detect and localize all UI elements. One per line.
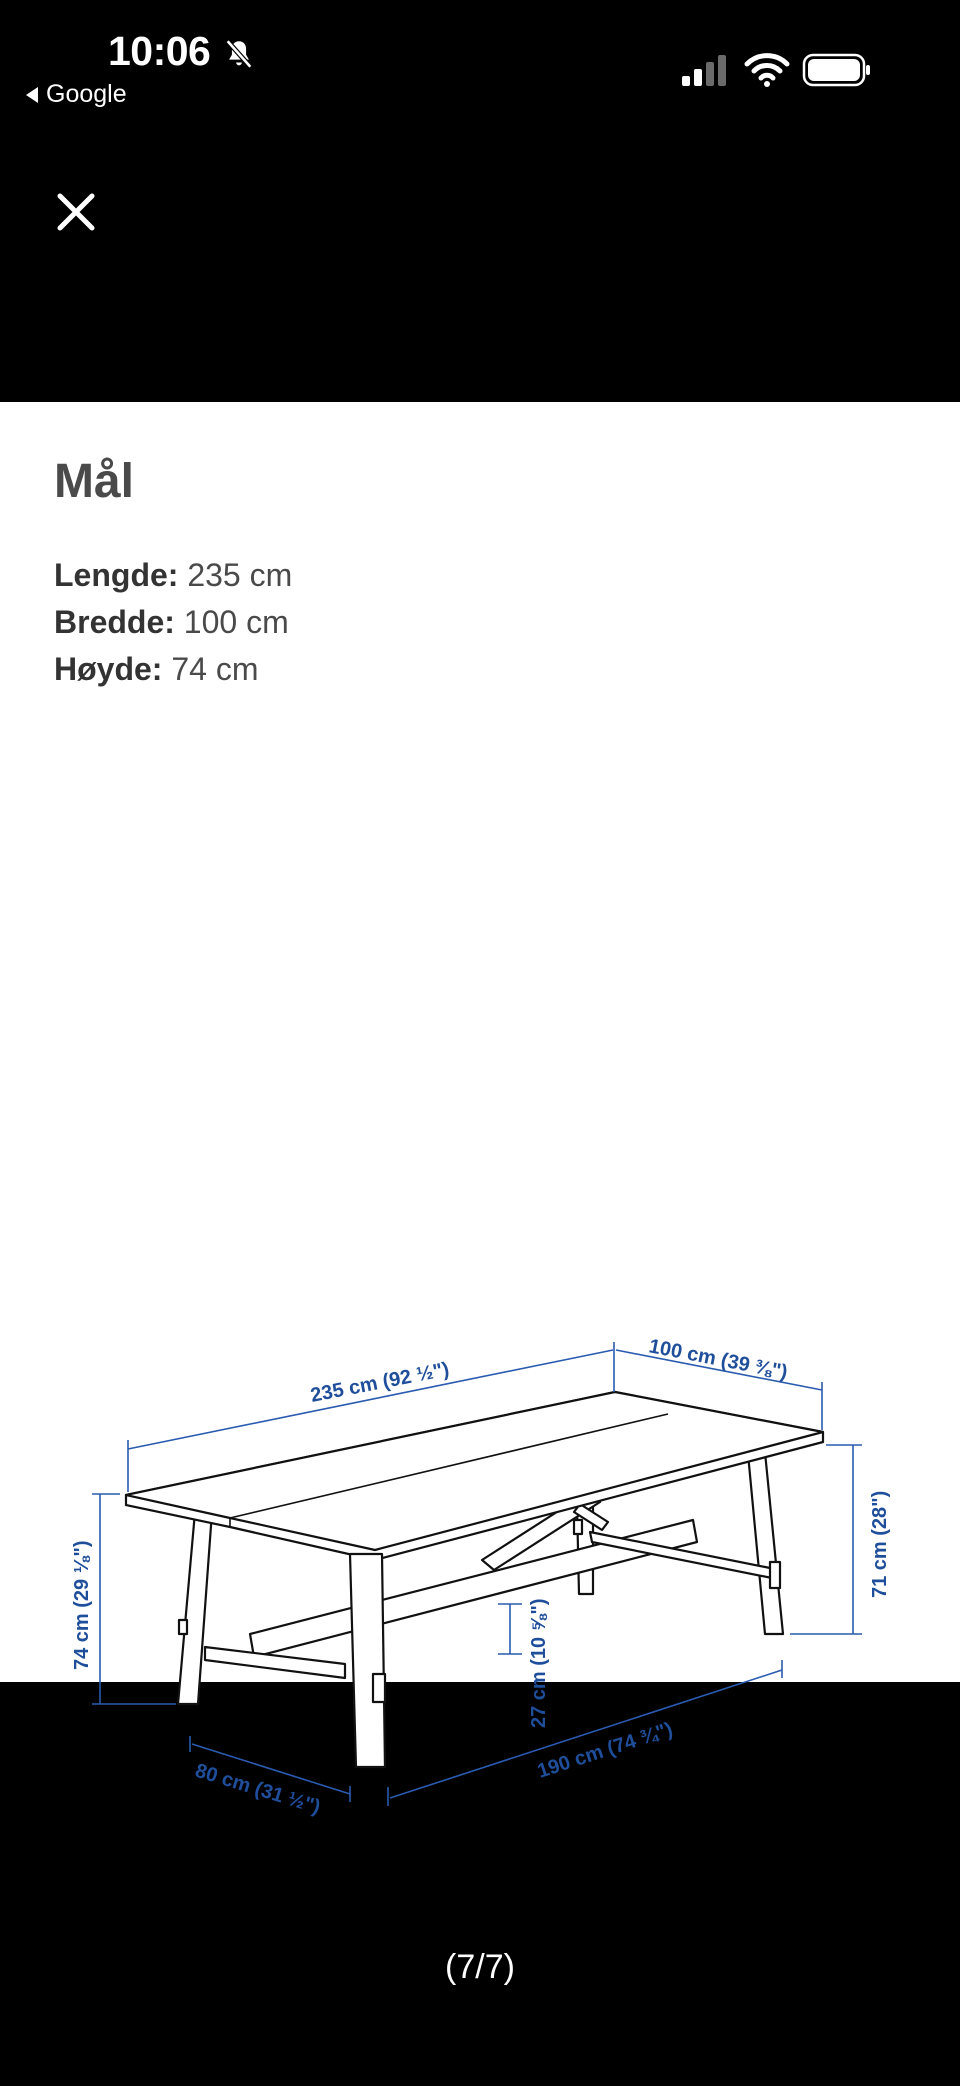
dim-clearance-label: 71 cm (28") [869, 1490, 891, 1598]
spec-label: Bredde: [54, 604, 175, 640]
dim-stretcher-height-label: 27 cm (10 ⅝") [528, 1598, 550, 1728]
spec-list [54, 552, 292, 693]
spec-value: 74 cm [171, 651, 259, 687]
dim-leg-span-label: 190 cm (74 ¾") [534, 1718, 676, 1783]
spec-label: Høyde: [54, 651, 163, 687]
dim-height-label: 74 cm (29 ⅛") [71, 1540, 93, 1670]
dim-length-label: 235 cm (92 ½") [308, 1358, 452, 1407]
back-to-google-link[interactable] [26, 80, 127, 109]
status-bar [0, 0, 960, 110]
spec-row-height [54, 646, 292, 693]
back-app-label: Google [46, 80, 127, 108]
spec-value: 100 cm [183, 604, 289, 640]
table-dimension-drawing [0, 882, 960, 1819]
dim-leg-depth-label: 80 cm (31 ½") [192, 1759, 323, 1819]
close-icon[interactable] [52, 188, 100, 236]
back-arrow-icon [26, 87, 38, 103]
page-title: Mål [54, 455, 135, 508]
dim-width-label: 100 cm (39 ⅜") [647, 1335, 790, 1384]
spec-label: Lengde: [54, 557, 179, 593]
spec-row-width [54, 599, 292, 646]
wifi-icon [744, 52, 790, 88]
bell-slash-icon [222, 37, 256, 71]
battery-icon [802, 52, 872, 88]
product-image-sheet [0, 402, 960, 1819]
status-time: 10:06 [108, 28, 211, 74]
table-illustration [126, 1392, 823, 1767]
spec-row-length [54, 552, 292, 599]
image-counter: (7/7) [445, 1948, 515, 1986]
spec-value: 235 cm [187, 557, 293, 593]
signal-icon [680, 54, 730, 88]
